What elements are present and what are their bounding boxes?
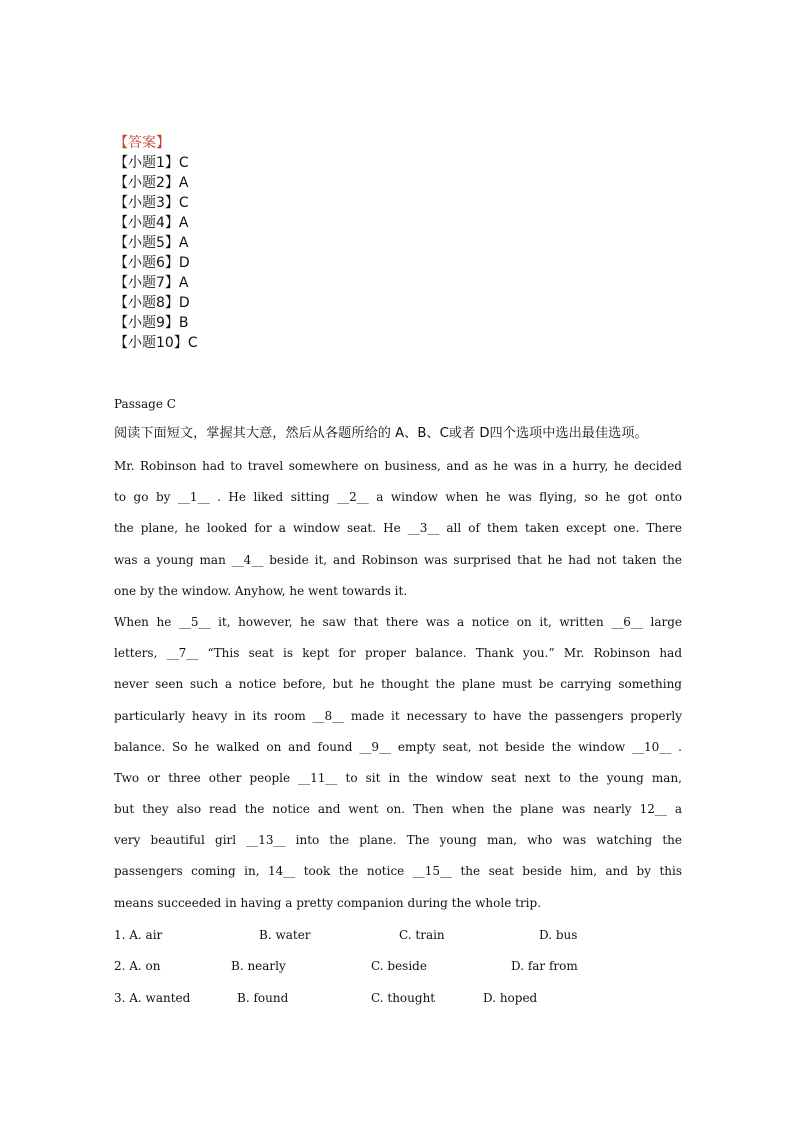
passage-line: very beautiful girl __13__ into the plane. The young man, who was watching the bbox=[114, 833, 682, 848]
passage-line: the plane, he looked for a window seat. He __3__ all of them taken except one. There bbox=[114, 521, 682, 536]
passage-instruction: 阅读下面短文，掌握其大意，然后从各题所给的 A、B、C或者 D四个选项中选出最佳选项。 bbox=[114, 426, 648, 441]
passage-line: Mr. Robinson had to travel somewhere on business, and as he was in a hurry, he decided bbox=[114, 459, 682, 473]
option-a: 3. A. wanted bbox=[114, 990, 191, 1005]
passage-line: When he __5__ it, however, he saw that there was a notice on it, written __6__ large bbox=[114, 614, 682, 629]
passage-title: Passage C bbox=[114, 397, 176, 411]
answer-item: 【小题8】D bbox=[114, 295, 190, 311]
answer-key bbox=[114, 133, 198, 353]
option-b: B. water bbox=[259, 928, 311, 942]
answer-item: 【小题6】D bbox=[114, 255, 190, 271]
option-d: D. hoped bbox=[483, 990, 538, 1005]
option-c: C. thought bbox=[371, 990, 436, 1005]
option-c: C. beside bbox=[371, 959, 427, 974]
passage-line: but they also read the notice and went on. Then when the plane was nearly 12__ a bbox=[114, 802, 682, 817]
answer-item: 【小题3】C bbox=[114, 195, 189, 211]
passage-line: Two or three other people __11__ to sit in the window seat next to the young man, bbox=[114, 770, 682, 785]
option-d: D. far from bbox=[511, 959, 578, 974]
option-b: B. found bbox=[237, 990, 289, 1005]
answer-item: 【小题7】A bbox=[114, 275, 189, 291]
passage-line: never seen such a notice before, but he thought the plane must be carrying something bbox=[114, 677, 682, 692]
passage-line: particularly heavy in its room __8__ made it necessary to have the passengers properly bbox=[114, 708, 682, 723]
answer-item: 【小题4】A bbox=[114, 215, 189, 231]
passage-line: balance. So he walked on and found __9__ empty seat, not beside the window __10__ . bbox=[114, 739, 682, 754]
option-b: B. nearly bbox=[231, 959, 286, 974]
answer-item: 【小题2】A bbox=[114, 175, 189, 191]
passage-line: to go by __1__ . He liked sitting __2__ a window when he was flying, so he got onto bbox=[114, 490, 682, 505]
passage-line: letters, __7__ “This seat is kept for proper balance. Thank you.” Mr. Robinson had bbox=[114, 646, 682, 661]
option-a: 1. A. air bbox=[114, 928, 163, 942]
option-c: C. train bbox=[399, 928, 445, 942]
option-d: D. bus bbox=[539, 928, 578, 942]
passage-body bbox=[114, 455, 682, 923]
passage-line: means succeeded in having a pretty companion during the whole trip. bbox=[114, 895, 542, 910]
answer-item: 【小题10】C bbox=[114, 335, 198, 351]
answer-heading: 【答案】 bbox=[114, 135, 170, 151]
answer-item: 【小题1】C bbox=[114, 155, 189, 171]
option-a: 2. A. on bbox=[114, 959, 161, 974]
passage-line: was a young man __4__ beside it, and Robinson was surprised that he had not taken the bbox=[114, 552, 682, 567]
passage-line: passengers coming in, 14__ took the notice __15__ the seat beside him, and by this bbox=[114, 864, 682, 879]
passage-line: one by the window. Anyhow, he went towards it. bbox=[114, 583, 408, 598]
answer-item: 【小题5】A bbox=[114, 235, 189, 251]
answer-item: 【小题9】B bbox=[114, 315, 189, 331]
